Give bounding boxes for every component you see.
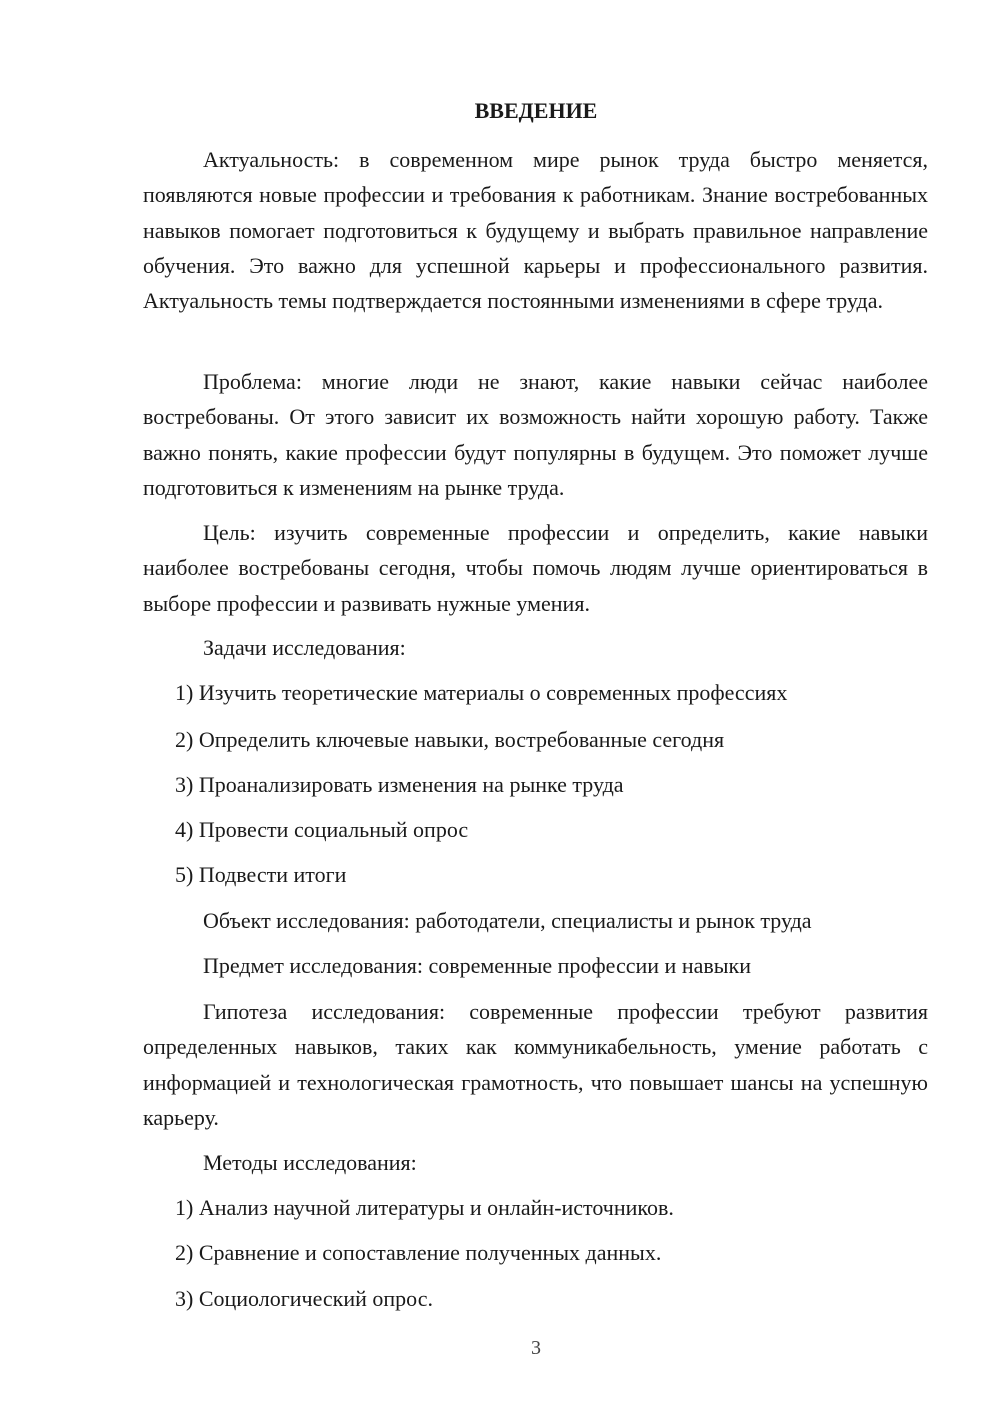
- task-item-1: 1) Изучить теоретические материалы о современных профессиях: [175, 680, 788, 705]
- section-title: ВВЕДЕНИЕ: [474, 98, 598, 123]
- method-item-2: 2) Сравнение и сопоставление полученных данных.: [175, 1240, 662, 1265]
- task-item-4: 4) Провести социальный опрос: [175, 817, 469, 842]
- research-object: Объект исследования: работодатели, специалисты и рынок труда: [203, 908, 812, 933]
- tasks-heading: Задачи исследования:: [203, 635, 406, 660]
- problem-paragraph: Проблема: многие люди не знают, какие навыки сейчас наиболее востребованы. От этого зависит их возможность найти хорошую работу. Также важно понять, какие профессии будут популярны в будущем. Это поможет лучше подготовиться к изменениям на рынке труда.: [143, 369, 928, 500]
- method-item-3: 3) Социологический опрос.: [175, 1286, 433, 1311]
- task-item-3: 3) Проанализировать изменения на рынке труда: [175, 772, 624, 797]
- page-number: 3: [531, 1337, 541, 1359]
- relevance-paragraph: Актуальность: в современном мире рынок труда быстро меняется, появляются новые профессии и требования к работникам. Знание востребованных навыков помогает подготовиться к будущему и выбрать правильное направление обучения. Это важно для успешной карьеры и профессионального развития. Актуальность темы подтверждается постоянными изменениями в сфере труда.: [143, 147, 928, 314]
- task-item-2: 2) Определить ключевые навыки, востребованные сегодня: [175, 727, 725, 752]
- research-subject: Предмет исследования: современные профессии и навыки: [203, 953, 752, 978]
- goal-paragraph: Цель: изучить современные профессии и определить, какие навыки наиболее востребованы сегодня, чтобы помочь людям лучше ориентироваться в выборе профессии и развивать нужные умения.: [143, 520, 928, 616]
- methods-heading: Методы исследования:: [203, 1150, 417, 1175]
- task-item-5: 5) Подвести итоги: [175, 862, 347, 887]
- hypothesis-paragraph: Гипотеза исследования: современные профессии требуют развития определенных навыков, таких как коммуникабельность, умение работать с информацией и технологическая грамотность, что повышает шансы на успешную карьеру.: [143, 999, 928, 1130]
- method-item-1: 1) Анализ научной литературы и онлайн-источников.: [175, 1195, 674, 1220]
